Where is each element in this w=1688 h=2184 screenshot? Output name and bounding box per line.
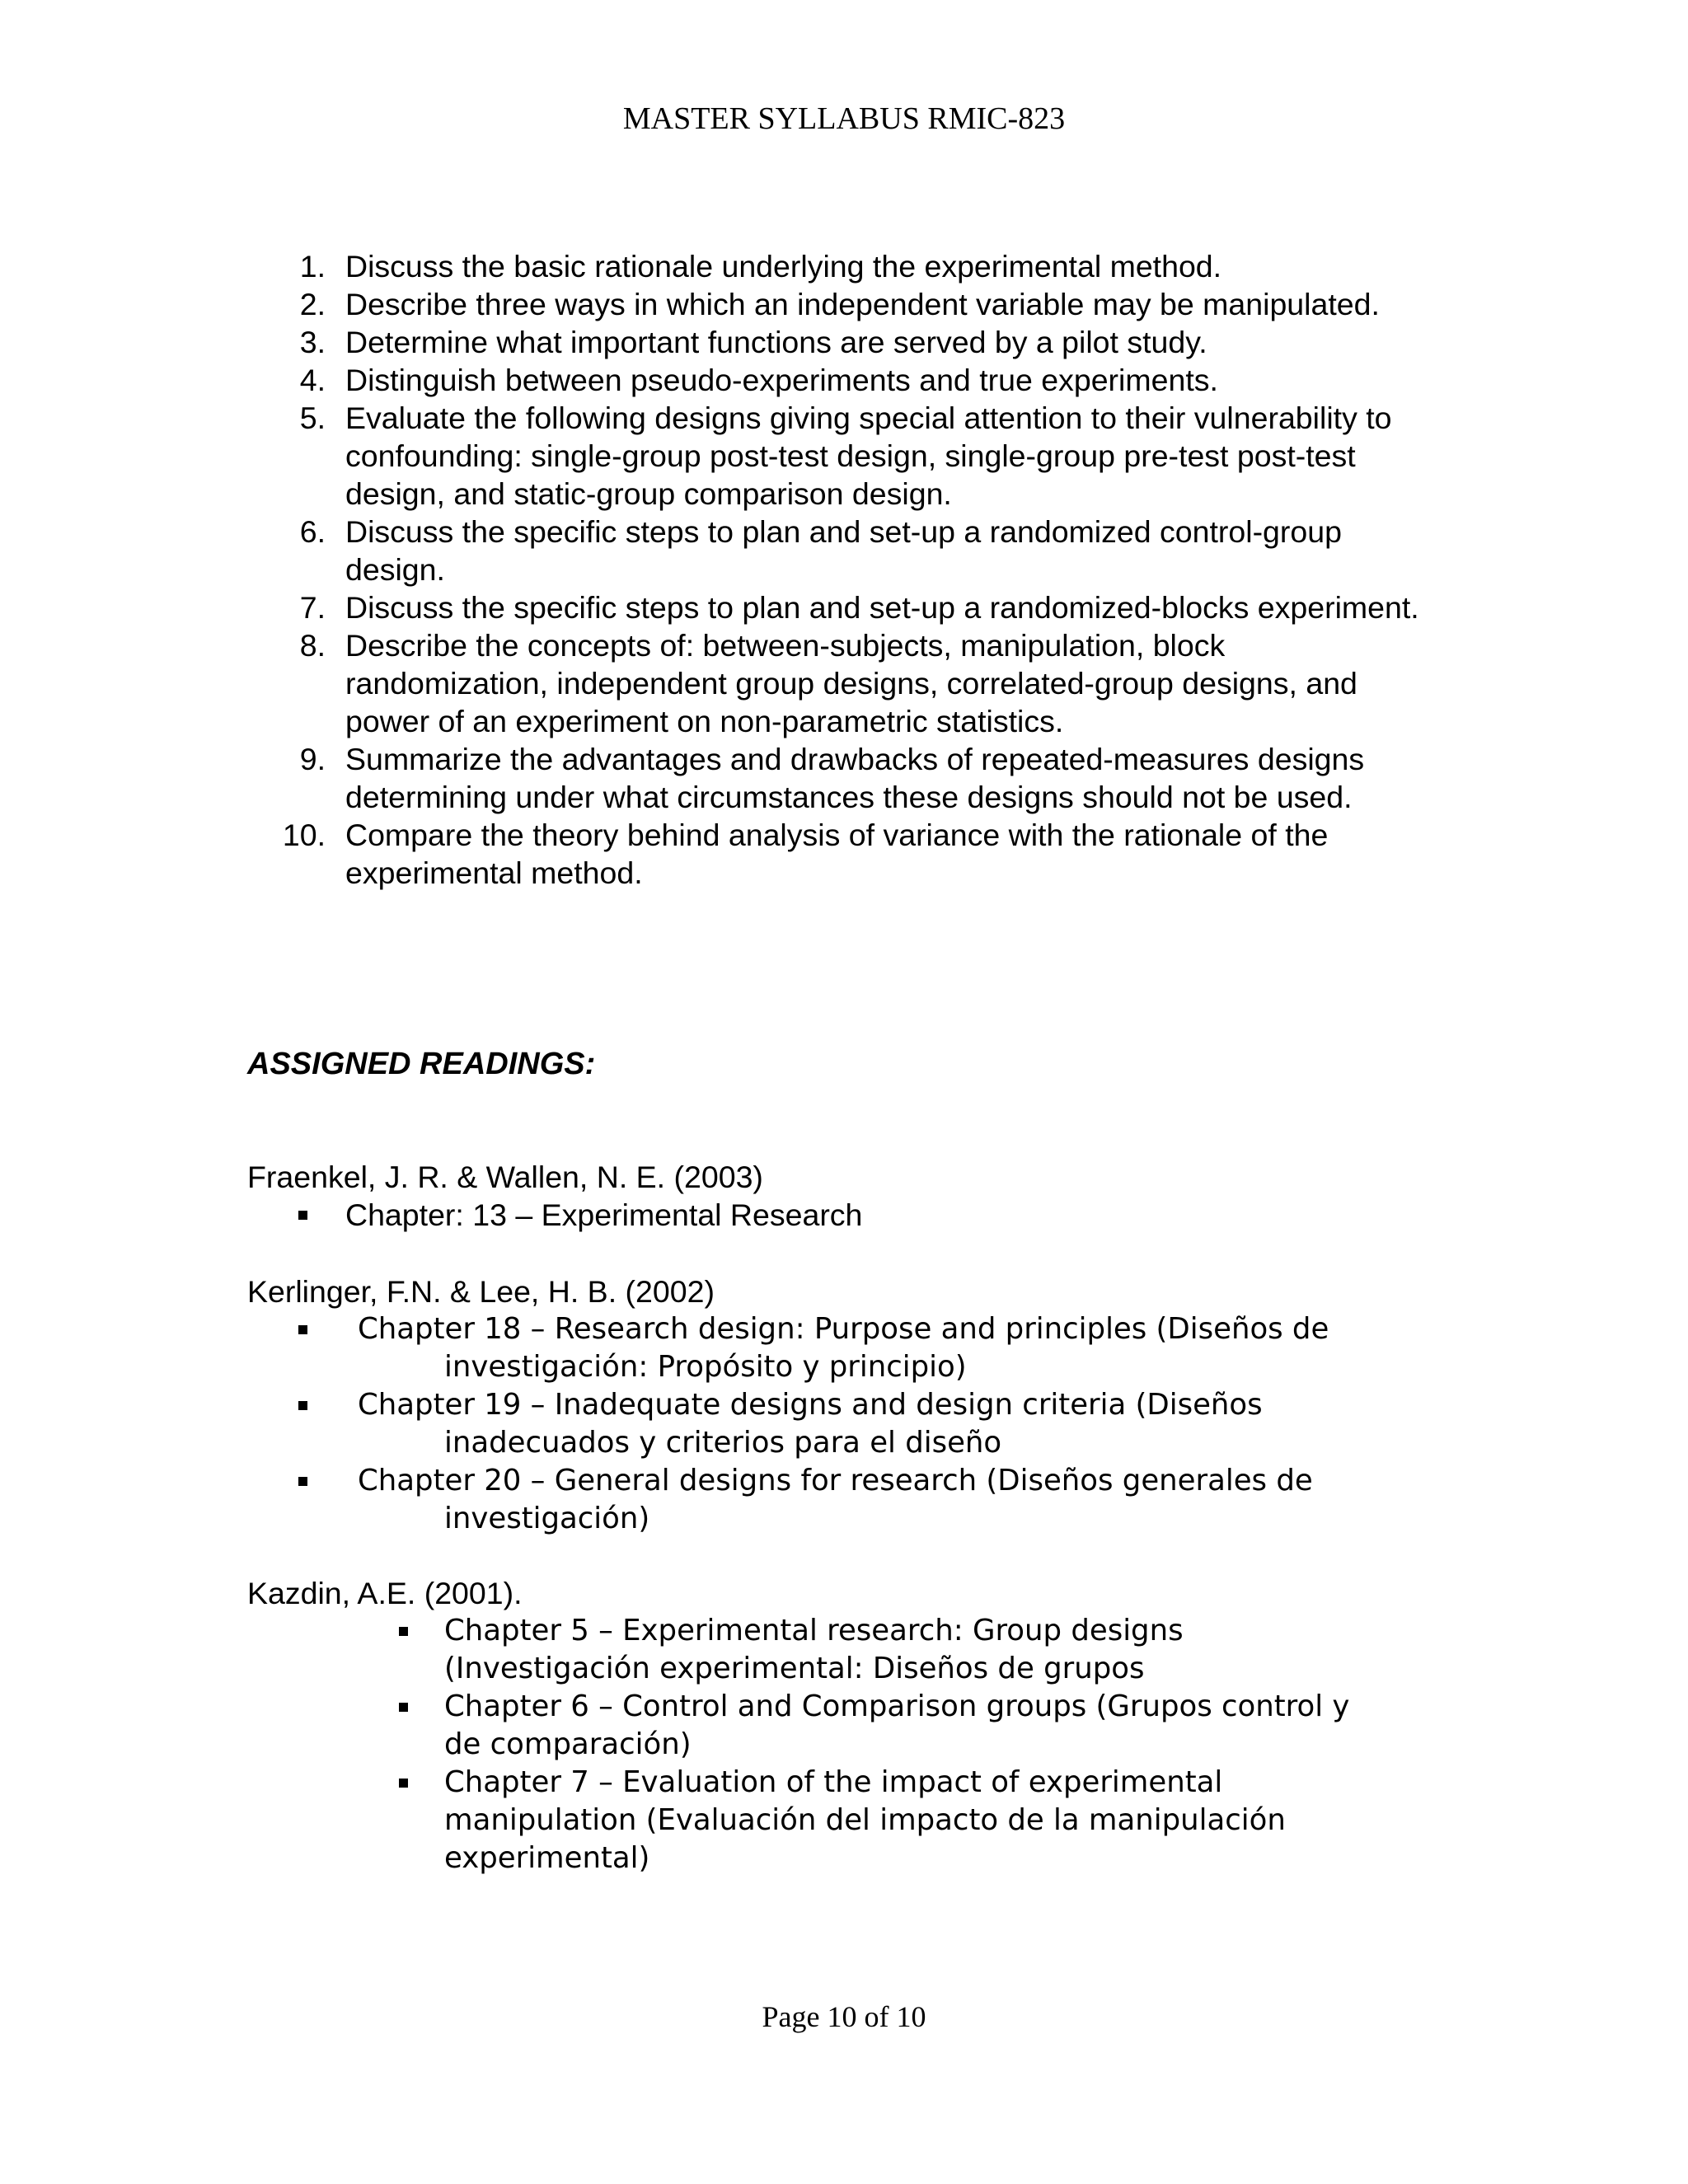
list-item <box>0 361 1433 399</box>
list-item <box>0 588 1433 626</box>
item-text: Summarize the advantages and drawbacks of repeated-measures designs determining under what circumstances these designs should not be used. <box>345 742 1365 814</box>
bullet-icon <box>298 1211 307 1220</box>
item-text: Chapter 6 – Control and Comparison groups (Grupos control y <box>444 1690 1350 1723</box>
item-text-continued: de comparación) <box>444 1727 692 1761</box>
list-item <box>0 740 1433 816</box>
item-text: Chapter 7 – Evaluation of the impact of experimental <box>444 1765 1223 1799</box>
list-item <box>0 513 1433 588</box>
item-text-continued: (Investigación experimental: Diseños de grupos <box>444 1652 1145 1685</box>
item-text: Chapter 18 – Research design: Purpose and principles (Diseños de <box>358 1312 1329 1346</box>
list-item <box>0 1764 1434 1877</box>
item-number: 9. <box>299 742 326 776</box>
item-text: Chapter 20 – General designs for research (Diseños generales de <box>358 1464 1313 1497</box>
reference-author: Kazdin, A.E. (2001). <box>247 1576 523 1610</box>
item-text-continued: investigación: Propósito y principio) <box>444 1350 967 1384</box>
reference-chapter-list <box>0 1612 1434 1877</box>
item-text-continued: manipulation (Evaluación del impacto de la manipulación <box>444 1803 1286 1837</box>
list-item <box>0 1386 1434 1462</box>
list-item <box>0 247 1433 285</box>
item-text: Describe three ways in which an independent variable may be manipulated. <box>345 287 1380 321</box>
list-item <box>0 1310 1434 1386</box>
page-number: Page 10 of 10 <box>762 2000 926 2033</box>
list-item <box>0 399 1433 513</box>
reference-chapter-list <box>0 1196 1417 1234</box>
section-heading: ASSIGNED READINGS: <box>247 1047 596 1081</box>
list-item <box>0 1688 1434 1764</box>
item-number: 5. <box>299 401 326 435</box>
objectives-list <box>0 247 1433 892</box>
item-number: 1. <box>299 249 326 284</box>
item-text: Chapter 19 – Inadequate designs and design criteria (Diseños <box>358 1388 1263 1422</box>
item-number: 6. <box>299 514 326 549</box>
list-item <box>0 1196 1417 1234</box>
item-text: Distinguish between pseudo-experiments and true experiments. <box>345 363 1218 397</box>
item-number: 8. <box>299 628 326 663</box>
item-text-continued: experimental) <box>444 1841 650 1875</box>
item-text: Discuss the specific steps to plan and set-up a randomized control-group design. <box>345 514 1342 587</box>
item-number: 10. <box>282 818 326 852</box>
item-number: 2. <box>299 287 326 321</box>
page-header: MASTER SYLLABUS RMIC-823 <box>622 101 1066 136</box>
item-text: Compare the theory behind analysis of variance with the rationale of the experimental method. <box>345 818 1329 890</box>
item-number: 4. <box>299 363 326 397</box>
list-item <box>0 816 1433 892</box>
bullet-icon <box>399 1627 408 1636</box>
list-item <box>0 1462 1434 1538</box>
bullet-icon <box>298 1477 307 1486</box>
item-text: Discuss the specific steps to plan and set-up a randomized-blocks experiment. <box>345 590 1419 625</box>
list-item <box>0 626 1433 740</box>
item-text: Determine what important functions are served by a pilot study. <box>345 325 1207 359</box>
list-item <box>0 323 1433 361</box>
bullet-icon <box>399 1703 408 1712</box>
bullet-icon <box>399 1779 408 1788</box>
item-text-continued: investigación) <box>444 1502 650 1535</box>
list-item <box>0 285 1433 323</box>
reference-chapter-list <box>0 1310 1434 1538</box>
bullet-icon <box>298 1401 307 1410</box>
item-number: 7. <box>299 590 326 625</box>
list-item <box>0 1612 1434 1688</box>
item-number: 3. <box>299 325 326 359</box>
item-text: Discuss the basic rationale underlying the experimental method. <box>345 249 1222 284</box>
bullet-icon <box>298 1325 307 1334</box>
reference-author: Kerlinger, F.N. & Lee, H. B. (2002) <box>247 1274 715 1309</box>
reference-author: Fraenkel, J. R. & Wallen, N. E. (2003) <box>247 1160 763 1194</box>
item-text: Evaluate the following designs giving special attention to their vulnerability to confounding: single-group post-test design, single-group pre-test post-test design, and static-group comparison design. <box>345 401 1392 511</box>
item-text: Describe the concepts of: between-subjects, manipulation, block randomization, independent group designs, correlated-group designs, and power of an experiment on non-parametric statistics. <box>345 628 1357 738</box>
item-text: Chapter 5 – Experimental research: Group designs <box>444 1614 1184 1647</box>
item-text: Chapter: 13 – Experimental Research <box>345 1197 863 1232</box>
item-text-continued: inadecuados y criterios para el diseño <box>444 1426 1002 1460</box>
